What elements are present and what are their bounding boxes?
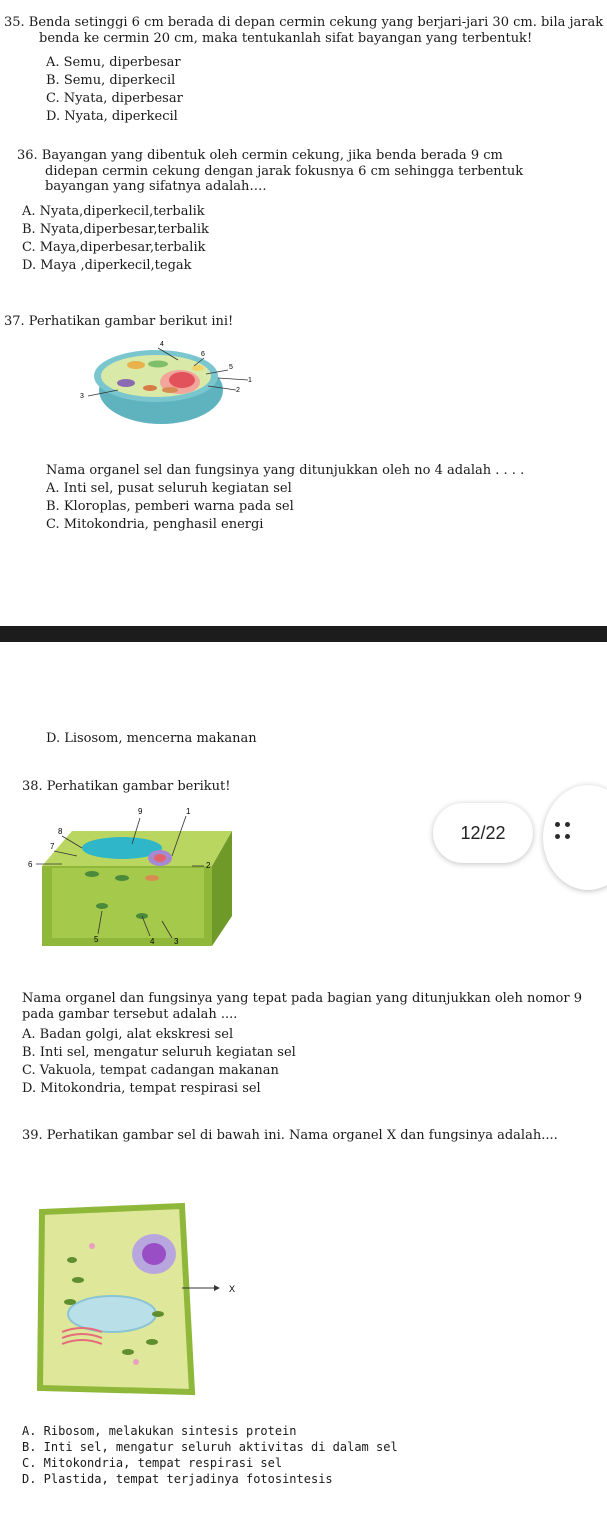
q36-option-c[interactable]: C. Maya,diperbesar,terbalik — [22, 240, 206, 255]
q38-option-c[interactable]: C. Vakuola, tempat cadangan makanan — [22, 1063, 279, 1078]
q37-label-2: 2 — [236, 387, 240, 394]
q37-label-6: 6 — [201, 351, 205, 358]
question-38-prompt: Nama organel dan fungsinya yang tepat pada bagian yang ditunjukkan oleh nomor 9 pada gambar tersebut adalah .... — [22, 991, 582, 1022]
q37-option-a[interactable]: A. Inti sel, pusat seluruh kegiatan sel — [46, 481, 292, 496]
q37-label-5: 5 — [229, 364, 233, 371]
more-dots-icon[interactable] — [555, 822, 575, 840]
q38-label-5: 5 — [94, 935, 99, 944]
q38-label-3: 3 — [174, 937, 179, 946]
q39-option-c[interactable]: C. Mitokondria, tempat respirasi sel — [22, 1456, 283, 1470]
q35-option-d[interactable]: D. Nyata, diperkecil — [46, 109, 178, 124]
q38-label-7: 7 — [50, 842, 55, 851]
more-options-button[interactable] — [543, 785, 607, 890]
q39-option-a[interactable]: A. Ribosom, melakukan sintesis protein — [22, 1424, 297, 1438]
q35-option-a[interactable]: A. Semu, diperbesar — [46, 55, 181, 70]
q38-option-a[interactable]: A. Badan golgi, alat ekskresi sel — [22, 1027, 234, 1042]
q37-option-b[interactable]: B. Kloroplas, pemberi warna pada sel — [46, 499, 294, 514]
q36-option-b[interactable]: B. Nyata,diperbesar,terbalik — [22, 222, 209, 237]
q38-label-8: 8 — [58, 827, 63, 836]
q39-label-x: X — [229, 1284, 236, 1294]
plant-cell-figure — [22, 796, 232, 956]
question-36-text: 36. Bayangan yang dibentuk oleh cermin cekung, jika benda berada 9 cm didepan cermin cekung dengan jarak fokusnya 6 cm sehingga terbentuk bayangan yang sifatnya adalah…. — [17, 148, 524, 194]
question-36 — [17, 148, 547, 195]
q37-label-1: 1 — [248, 377, 252, 384]
question-37-text: 37. Perhatikan gambar berikut ini! — [4, 314, 234, 329]
q38-label-9: 9 — [138, 807, 143, 816]
q38-label-4: 4 — [150, 937, 155, 946]
animal-cell-figure — [58, 338, 258, 426]
question-37-prompt: Nama organel sel dan fungsinya yang ditunjukkan oleh no 4 adalah . . . . — [46, 463, 525, 478]
q38-label-6: 6 — [28, 860, 33, 869]
question-39-text: 39. Perhatikan gambar sel di bawah ini. Nama organel X dan fungsinya adalah.... — [22, 1128, 558, 1143]
question-38-prompt-block — [22, 991, 582, 1022]
plant-cell-x-figure — [32, 1202, 252, 1397]
q38-option-b[interactable]: B. Inti sel, mengatur seluruh kegiatan sel — [22, 1045, 296, 1060]
q35-option-b[interactable]: B. Semu, diperkecil — [46, 73, 176, 88]
question-35 — [4, 15, 604, 46]
question-35-text: 35. Benda setinggi 6 cm berada di depan cermin cekung yang berjari-jari 30 cm. bila jarak benda ke cermin 20 cm, maka tentukanlah sifat bayangan yang terbentuk! — [4, 15, 604, 46]
q36-option-a[interactable]: A. Nyata,diperkecil,terbalik — [22, 204, 205, 219]
dark-divider-bar — [0, 626, 607, 642]
q37-label-4: 4 — [160, 341, 164, 348]
q36-option-d[interactable]: D. Maya ,diperkecil,tegak — [22, 258, 192, 273]
page-counter: 12/22 — [433, 803, 533, 863]
q37-option-c[interactable]: C. Mitokondria, penghasil energi — [46, 517, 264, 532]
q38-label-1: 1 — [186, 807, 191, 816]
q39-option-d[interactable]: D. Plastida, tempat terjadinya fotosintesis — [22, 1472, 333, 1486]
q39-option-b[interactable]: B. Inti sel, mengatur seluruh aktivitas di dalam sel — [22, 1440, 398, 1454]
q38-option-d[interactable]: D. Mitokondria, tempat respirasi sel — [22, 1081, 261, 1096]
q37-option-d[interactable]: D. Lisosom, mencerna makanan — [46, 731, 257, 746]
q35-option-c[interactable]: C. Nyata, diperbesar — [46, 91, 183, 106]
q38-label-2: 2 — [206, 861, 211, 870]
question-38-text: 38. Perhatikan gambar berikut! — [22, 779, 231, 794]
q37-label-3: 3 — [80, 393, 84, 400]
